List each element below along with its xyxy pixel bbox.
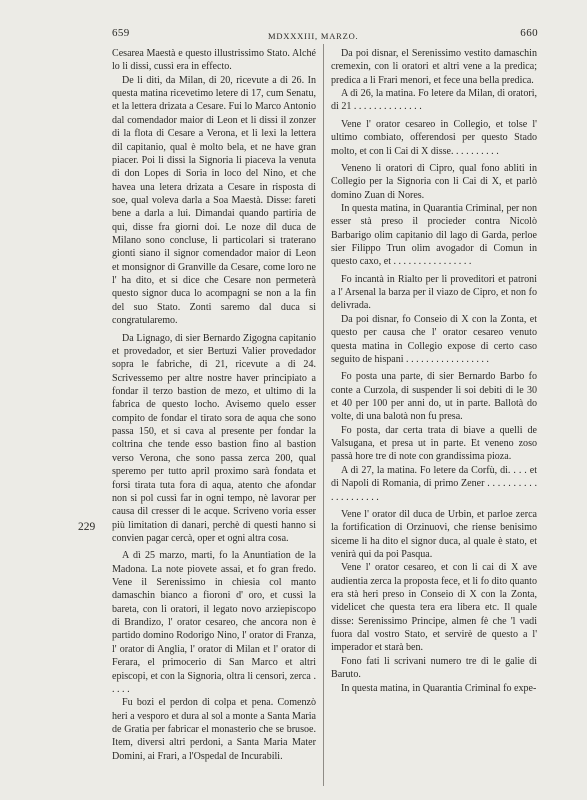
right-column (331, 47, 537, 695)
paragraph: Fu bozi el perdon di colpa et pena. Comenzò heri a vesporo et dura al sol a monte a Santa Maria de Gratia per fabricar el monasterio che se brusoe. Item, diversi altri perdoni, a Santa Maria Mater Domini, ai Frari, a l'Ospedal de Incurabili. (112, 697, 316, 762)
paragraph: Fo posta, dar certa trata di biave a quelli de Valsugana, et presa ut in parte. Et veneno zoso passà hore tre di note con grandissima pioza. (331, 424, 537, 463)
paragraph: A dì 26, la matina. Fo letere da Milan, di oratori, di 21 . . . . . . . . . . . . . . (331, 88, 537, 113)
paragraph: A dì 25 marzo, marti, fo la Anuntiation de la Madona. La note piovete assai, et fo gran fredo. Vene il Serenissimo in chiesia col manto damaschin bianco a fioroni d' oro, et cussì la bareta, con li oratori, il legato novo arziepiscopo di Brandizo, l' orator cesareo, che ancora non è partido domino Rodorigo Nino, l' orator di Franza, l' orator di Anglia, l' orator di Milan et l' orator di Ferara, el primocerio di San Marco et altri episcopi, et con la Signoria, oltra li censori, zerca . . . . . (112, 550, 316, 695)
paragraph: De li diti, da Milan, di 20, ricevute a di 26. In questa matina ricevetimo letere di 17, cum Senatu, et la lettera drizata a Cesare. Fui lo Marco Antonio dal comendador maior di Leon et li dissi il zonzer di la flota di Cesare a Verona, et li lexi la lettera dil capitanio, qual è molto bela, et ne have gran piacer. Poi li dissi la Signoria li piaceva la venuta di don Lopes di Soria in loco del Nino, et che havea una letera drizata a Cesare in risposta di soe, qual voleva darla a Soa Maestà. Disse: fareti bene a darla a lui. Dimandai quando partiria de qui, disse fra giorni doi. Le noze dil duca de Milano sono concluse, li particolari si traterano gionti siano il signor comendador maior di Leon et monsignor di Granville da Cesare, come loro ne l' ha dito, et si dice che Cesare non permeterà questo signor duca lo acompagni se non a la fin del suo Stato. Zonti saremo dal duca si congratularemo. (112, 74, 316, 327)
paragraph: Cesarea Maestà e questo illustrissimo Stato. Alché lo li dissi, cussì era in effecto. (112, 48, 316, 73)
left-column (112, 47, 316, 763)
paragraph: In questa matina, in Quarantia Criminal fo expe- (341, 682, 537, 694)
paragraph: Fono fati li scrivani numero tre di le galie di Baruto. (331, 655, 537, 681)
paragraph: Vene l' orator cesareo, et con li cai di X ave audientia zerca la proposta fece, et li fo dito quanto era stà heri preso in Conseio di X con la Zonta, videlicet che questa tera era libera etc. Il quale disse: Serenissimo Principe, almen fè che 'l vadi fuora dal vostro Stato, et servirè de questo a l' imperador et starà ben. (331, 562, 537, 654)
paragraph: Da poi disnar, fo Conseio di X con la Zonta, et questo per causa che l' orator cesareo venuto questa matina in Collegio expose di certo caso seguito de hispani . . . . . . . . . . . . . . . . . (331, 313, 537, 365)
paragraph: Vene l' orator cesareo in Collegio, et tolse l' ultimo combiato, offerendosi per questo Stado molto, et con li Cai di X disse. . . . . . . . . . (331, 118, 537, 157)
page-number-right: 660 (520, 27, 538, 39)
paragraph: In questa matina, in Quarantia Criminal, per non esser stà preso il procieder contra Nicolò Barbarigo olim capitanio dil lago di Garda, perloe sier Filippo Trun olim avogador di Comun in questo caxo, et . . . . . . . . . . . . . . . . (331, 202, 537, 268)
paragraph: Da Lignago, di sier Bernardo Zigogna capitanio et provedador, et sier Bertuzi Valier provedador sopra le fabriche, di 21, ricevute a di 24. Scrivessemo per altre nostre haver principiato a fondar il terzo bastion de mezo, et ultimo di la fabrica de questo locho. Avisemo quelo esser compito de fondar el tirato sora de aqua che sono passa 150, et si cava al presente per fondar la coltrina che tende esso bastion fino al bastion verso Verona, che sono passa zerca 200, qual speremo per tutto april proximo sarà fondata et forsi tirata tuta fora di aqua, atento che afondar non si pol cussì far in ogni tempo, nè lavorar per causa dil cresser di le acque. Scriveno voria esser più limitation di danari, perchè di questi hanno si convien pagar cercà, oper et ogni altra cosa. (112, 332, 316, 544)
margin-number: 229 (78, 521, 96, 533)
column-divider (323, 44, 324, 786)
paragraph: Da poi disnar, el Serenissimo vestito damaschin cremexin, con li oratori et altri vene a la predica; predica a li Frari menori, et fece una bella predica. (331, 48, 537, 86)
paragraph: Veneno li oratori di Cipro, qual fono abliti in Collegio per la Signoria con li Cai di X, et parlò domino Zuan di Nores. (331, 162, 537, 201)
running-header: MDXXXIII, MARZO. (268, 31, 359, 41)
paragraph: Vene l' orator dil duca de Urbin, et parloe zerca la fortification di Orzinuovi, che riense benisimo siceme li ha dito el signor duca, al quale è stato, et venirà qui da poi Pasqua. (331, 508, 537, 560)
paragraph: Fo incantà in Rialto per li proveditori et patroni a l' Arsenal la barza per il viazo de Cipro, et non fo delivrada. (331, 273, 537, 312)
paragraph: A dì 27, la matina. Fo letere da Corfù, di. . . . et di Napoli di Romania, di primo Zener . . . . . . . . . . . . . . . . . . . . (331, 464, 537, 503)
page-number-left: 659 (112, 27, 130, 39)
paragraph: Fo posta una parte, di sier Bernardo Barbo fo conte a Curzola, di suspender li soi debiti di le 30 et 40 per 100 per anni do, ut in parte. Ballotà do volte, di una balotà non fu presa. (331, 371, 537, 423)
